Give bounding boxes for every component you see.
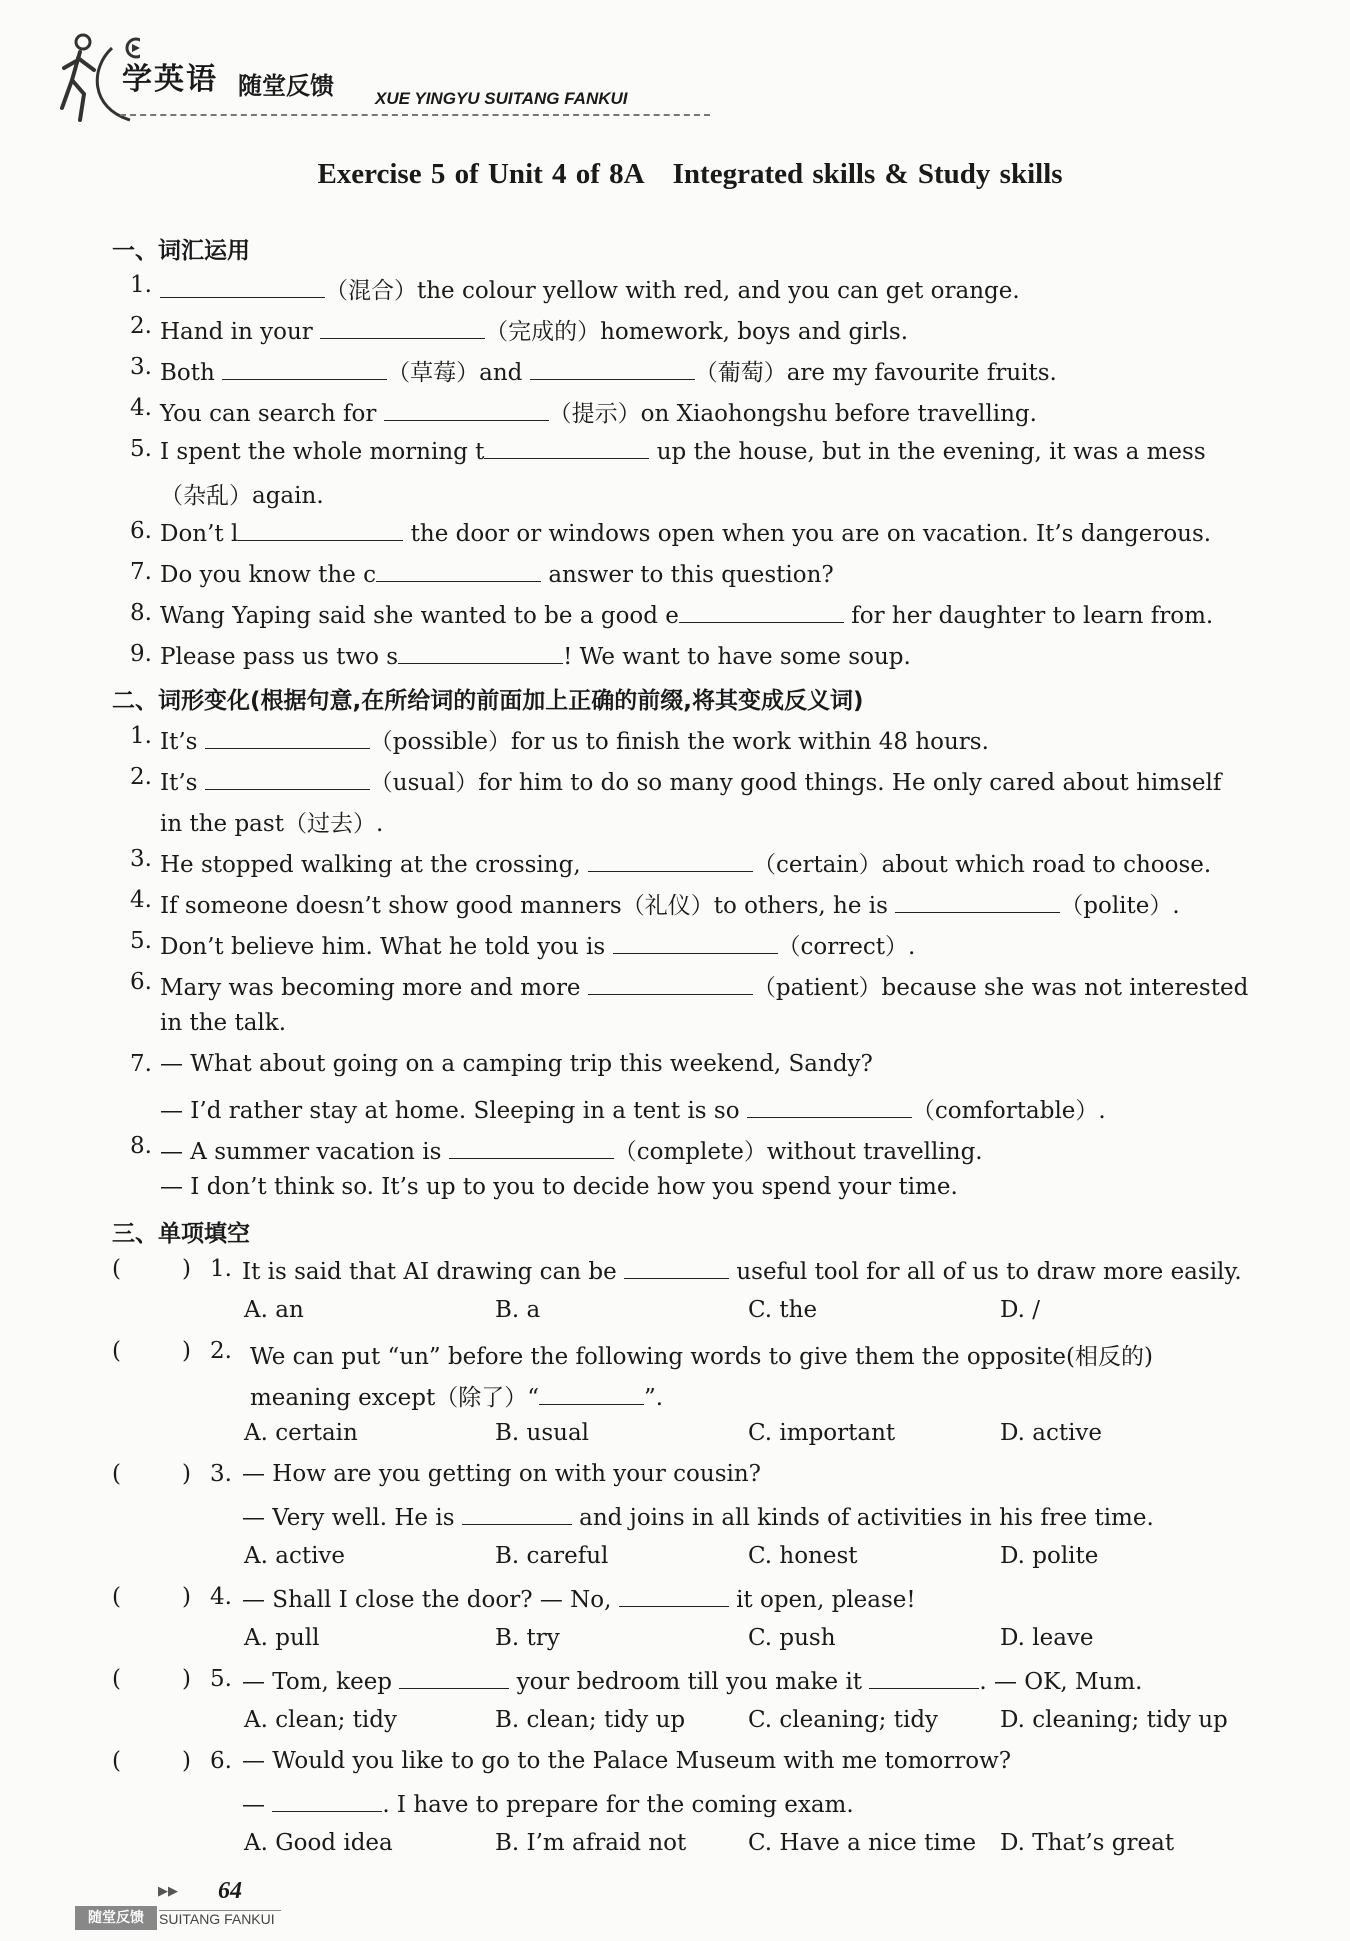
answer-blank[interactable] xyxy=(449,1136,614,1159)
option-c[interactable]: C. honest xyxy=(748,1543,858,1569)
option-b[interactable]: B. a xyxy=(495,1297,541,1323)
option-b[interactable]: B. clean; tidy up xyxy=(495,1707,686,1733)
answer-blank[interactable] xyxy=(539,1382,644,1405)
answer-paren-left: ( xyxy=(112,1666,121,1692)
answer-paren-right: ) xyxy=(182,1256,191,1282)
option-a[interactable]: A. Good idea xyxy=(244,1830,393,1856)
option-b[interactable]: B. careful xyxy=(495,1543,609,1569)
page-header xyxy=(50,18,670,128)
answer-blank[interactable] xyxy=(530,357,695,380)
answer-blank[interactable] xyxy=(869,1666,979,1689)
option-d[interactable]: D. cleaning; tidy up xyxy=(1000,1707,1228,1733)
answer-paren-right: ) xyxy=(182,1584,191,1610)
option-c[interactable]: C. Have a nice time xyxy=(748,1830,977,1856)
answer-paren-left: ( xyxy=(112,1256,121,1282)
answer-blank[interactable] xyxy=(895,890,1060,913)
option-c[interactable]: C. the xyxy=(748,1297,818,1323)
footer-label: SUITANG FANKUI xyxy=(159,1910,281,1927)
option-a[interactable]: A. clean; tidy xyxy=(244,1707,397,1733)
option-a[interactable]: A. an xyxy=(244,1297,304,1323)
option-d[interactable]: D. / xyxy=(1000,1297,1040,1323)
answer-blank[interactable] xyxy=(320,316,485,339)
answer-blank[interactable] xyxy=(624,1256,729,1279)
option-d[interactable]: D. That’s great xyxy=(1000,1830,1175,1856)
answer-blank[interactable] xyxy=(205,726,370,749)
answer-paren-right: ) xyxy=(182,1461,191,1487)
option-c[interactable]: C. push xyxy=(748,1625,836,1651)
answer-blank[interactable] xyxy=(398,641,563,664)
answer-blank[interactable] xyxy=(399,1666,509,1689)
answer-blank[interactable] xyxy=(613,931,778,954)
answer-blank[interactable] xyxy=(384,398,549,421)
section-3-heading: 三、单项填空 xyxy=(112,1221,250,1247)
answer-paren-left: ( xyxy=(112,1461,121,1487)
option-c[interactable]: C. important xyxy=(748,1420,896,1446)
answer-blank[interactable] xyxy=(376,559,541,582)
header-subtitle-cn: 随堂反馈 xyxy=(238,72,334,100)
option-c[interactable]: C. cleaning; tidy xyxy=(748,1707,939,1733)
answer-paren-left: ( xyxy=(112,1338,121,1364)
answer-paren-left: ( xyxy=(112,1584,121,1610)
section-2-heading: 二、词形变化(根据句意,在所给词的前面加上正确的前缀,将其变成反义词) xyxy=(112,688,864,714)
answer-blank[interactable] xyxy=(588,849,753,872)
section-1-heading: 一、词汇运用 xyxy=(112,238,250,264)
answer-blank[interactable] xyxy=(222,357,387,380)
option-d[interactable]: D. polite xyxy=(1000,1543,1099,1569)
option-d[interactable]: D. leave xyxy=(1000,1625,1094,1651)
answer-paren-right: ) xyxy=(182,1748,191,1774)
answer-blank[interactable] xyxy=(588,972,753,995)
answer-blank[interactable] xyxy=(238,518,403,541)
answer-paren-left: ( xyxy=(112,1748,121,1774)
answer-blank[interactable] xyxy=(619,1584,729,1607)
answer-blank[interactable] xyxy=(679,600,844,623)
option-a[interactable]: A. active xyxy=(244,1543,346,1569)
header-pinyin: XUE YINGYU SUITANG FANKUI xyxy=(375,89,628,108)
answer-paren-right: ) xyxy=(182,1666,191,1692)
answer-blank[interactable] xyxy=(484,436,649,459)
option-d[interactable]: D. active xyxy=(1000,1420,1103,1446)
option-b[interactable]: B. try xyxy=(495,1625,560,1651)
header-divider xyxy=(120,114,710,116)
answer-paren-right: ) xyxy=(182,1338,191,1364)
answer-blank[interactable] xyxy=(462,1502,572,1525)
answer-blank[interactable] xyxy=(272,1789,382,1812)
option-b[interactable]: B. I’m afraid not xyxy=(495,1830,687,1856)
double-arrow-icon: ▶▶ xyxy=(158,1884,178,1899)
answer-blank[interactable] xyxy=(205,767,370,790)
answer-blank[interactable] xyxy=(160,275,325,298)
header-title-cn: 学英语 xyxy=(122,62,218,97)
answer-blank[interactable] xyxy=(747,1095,912,1118)
exercise-title: Exercise 5 of Unit 4 of 8A Integrated skills & Study skills xyxy=(317,158,1063,190)
page-number: 64 xyxy=(218,1878,242,1904)
option-a[interactable]: A. certain xyxy=(244,1420,358,1446)
option-b[interactable]: B. usual xyxy=(495,1420,590,1446)
footer-badge: 随堂反馈 xyxy=(75,1906,157,1930)
option-a[interactable]: A. pull xyxy=(244,1625,320,1651)
